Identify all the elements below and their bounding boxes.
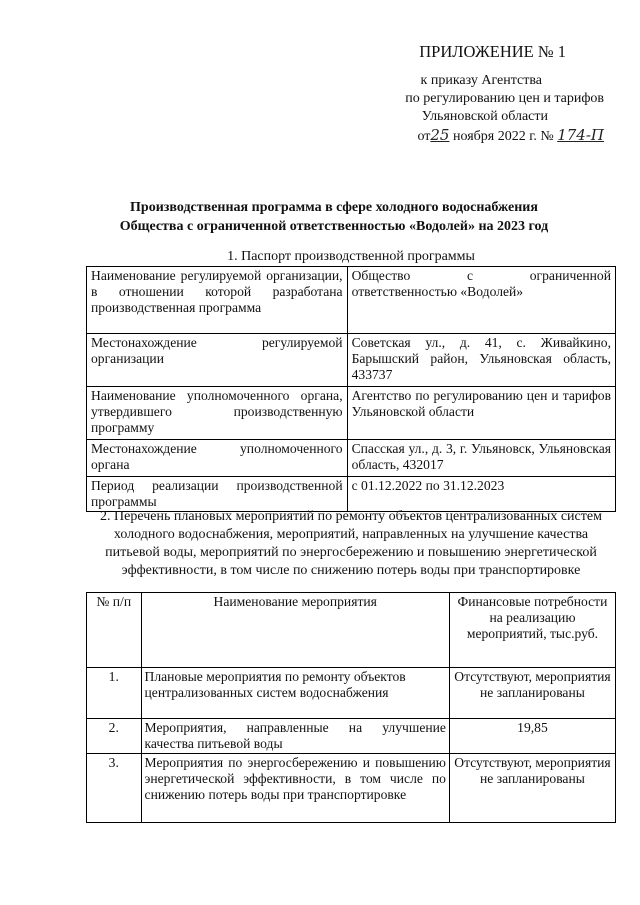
order-number-handwritten: 174-П: [557, 126, 604, 144]
measure-num: 3.: [87, 754, 142, 823]
date-day-handwritten: 25: [430, 126, 450, 144]
table-row: [87, 440, 616, 477]
passport-key: Местонахождение регулируемой организации: [87, 334, 348, 387]
passport-value: Общество с ограниченной ответственностью «Водолей»: [347, 267, 615, 334]
document-title: [60, 198, 608, 236]
document-title-line-1: Производственная программа в сфере холодного водоснабжения: [130, 200, 538, 215]
appendix-line-2: по регулированию цен и тарифов: [405, 91, 604, 106]
passport-key: Период реализации производственной программы: [87, 477, 348, 512]
passport-value: Советская ул., д. 41, с. Живайкино, Барышский район, Ульяновская область, 433737: [347, 334, 615, 387]
table-row: [87, 668, 616, 719]
measure-name: Мероприятия по энергосбережению и повышению энергетической эффективности, в том числе по снижению потерь воды при транспортировке: [141, 754, 449, 823]
measure-name: Мероприятия, направленные на улучшение качества питьевой воды: [141, 719, 449, 754]
table-row: [87, 719, 616, 754]
column-header-name: Наименование мероприятия: [141, 593, 449, 668]
measure-num: 2.: [87, 719, 142, 754]
measures-table: [86, 592, 616, 823]
appendix-line-1: к приказу Агентства: [420, 73, 542, 88]
passport-value: с 01.12.2022 по 31.12.2023: [347, 477, 615, 512]
measure-cost: Отсутствуют, мероприятия не запланированы: [449, 668, 615, 719]
date-prefix: от: [417, 129, 431, 144]
table-row: [87, 334, 616, 387]
passport-key: Наименование регулируемой организации, в отношении которой разработана производственная программа: [87, 267, 348, 334]
passport-value: Спасская ул., д. 3, г. Ульяновск, Ульяновская область, 432017: [347, 440, 615, 477]
appendix-title: ПРИЛОЖЕНИЕ № 1: [419, 42, 566, 61]
passport-key: Местонахождение уполномоченного органа: [87, 440, 348, 477]
passport-key: Наименование уполномоченного органа, утвердившего производственную программу: [87, 387, 348, 440]
passport-table: [86, 266, 616, 512]
document-title-line-2: Общества с ограниченной ответственностью «Водолей» на 2023 год: [119, 219, 549, 234]
column-header-cost: Финансовые потребности на реализацию мероприятий, тыс.руб.: [449, 593, 615, 668]
table-row: [87, 267, 616, 334]
appendix-header: [304, 42, 604, 146]
date-rest: ноября 2022 г. №: [452, 129, 554, 144]
measure-cost: 19,85: [449, 719, 615, 754]
measure-name: Плановые мероприятия по ремонту объектов централизованных систем водоснабжения: [141, 668, 449, 719]
measure-cost: Отсутствуют, мероприятия не запланированы: [449, 754, 615, 823]
table-row: [87, 387, 616, 440]
appendix-line-3: Ульяновской области: [421, 109, 548, 124]
appendix-date-line: [304, 126, 604, 146]
table-row: [87, 754, 616, 823]
table-row: [87, 477, 616, 512]
column-header-num: № п/п: [87, 593, 142, 668]
table-header-row: [87, 593, 616, 668]
measure-num: 1.: [87, 668, 142, 719]
section-1-heading: 1. Паспорт производственной программы: [227, 249, 475, 264]
section-2-heading: 2. Перечень плановых мероприятий по ремонту объектов централизованных систем холодного водоснабжения, мероприятий, направленных на улучшение качества питьевой воды, мероприятий по энергосбережению и повышению энергетической эффективности, в том числе по снижению потерь воды при транспортировке: [100, 509, 602, 578]
passport-value: Агентство по регулированию цен и тарифов Ульяновской области: [347, 387, 615, 440]
